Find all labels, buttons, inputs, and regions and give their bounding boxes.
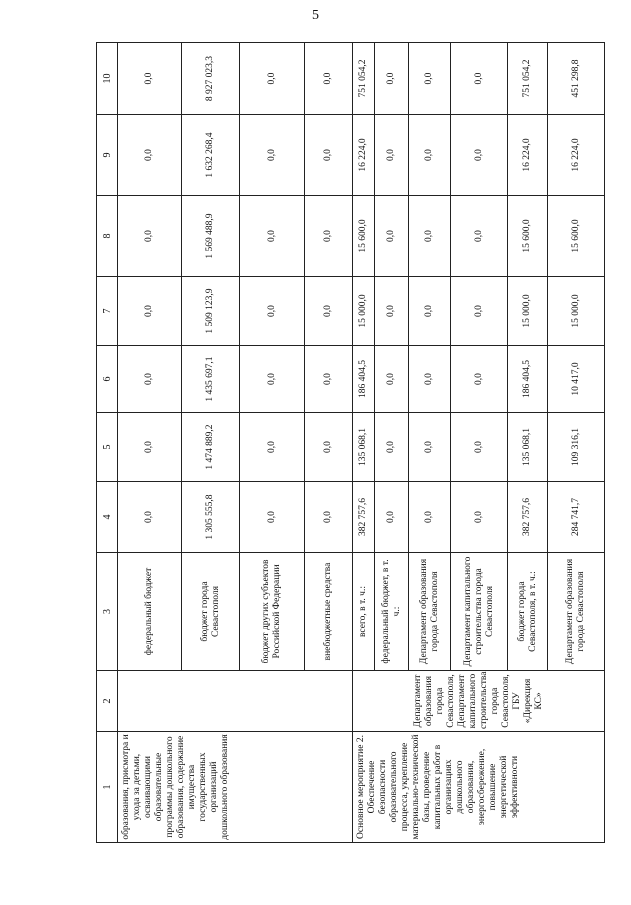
value-cell: 0,0 bbox=[375, 43, 409, 115]
value-cell: 0,0 bbox=[305, 115, 353, 196]
value-cell: 0,0 bbox=[375, 277, 409, 346]
funding-source: Департамент образования города Севастополя bbox=[409, 553, 451, 671]
funding-source: всего, в т. ч.: bbox=[353, 553, 375, 671]
value-cell: 0,0 bbox=[305, 413, 353, 482]
value-cell: 0,0 bbox=[451, 43, 508, 115]
value-cell: 8 927 023,3 bbox=[182, 43, 240, 115]
value-cell: 0,0 bbox=[240, 115, 305, 196]
column-header: 8 bbox=[97, 196, 118, 277]
column-number-row bbox=[97, 43, 118, 843]
value-cell: 0,0 bbox=[118, 196, 182, 277]
table-row bbox=[118, 43, 182, 843]
value-cell: 0,0 bbox=[409, 482, 451, 553]
value-cell: 0,0 bbox=[375, 346, 409, 413]
value-cell: 15 000,0 bbox=[508, 277, 548, 346]
value-cell: 0,0 bbox=[118, 43, 182, 115]
funding-source: внебюджетные средства bbox=[305, 553, 353, 671]
value-cell: 0,0 bbox=[118, 277, 182, 346]
funding-source: федеральный бюджет bbox=[118, 553, 182, 671]
value-cell: 0,0 bbox=[375, 196, 409, 277]
column-header: 5 bbox=[97, 413, 118, 482]
value-cell: 382 757,6 bbox=[508, 482, 548, 553]
value-cell: 0,0 bbox=[409, 346, 451, 413]
value-cell: 135 068,1 bbox=[508, 413, 548, 482]
funding-source: бюджет других субъектов Российской Федерации bbox=[240, 553, 305, 671]
value-cell: 0,0 bbox=[451, 413, 508, 482]
value-cell: 10 417,0 bbox=[548, 346, 605, 413]
value-cell: 0,0 bbox=[240, 346, 305, 413]
activity-description: образования, присмотра и ухода за детьми, осваивающими образовательные программы дошкольного образования, содержание имущества государственных организаций дошкольного образования bbox=[118, 732, 353, 843]
column-header: 9 bbox=[97, 115, 118, 196]
column-header: 2 bbox=[97, 671, 118, 732]
value-cell: 0,0 bbox=[451, 277, 508, 346]
column-header: 7 bbox=[97, 277, 118, 346]
value-cell: 186 404,5 bbox=[353, 346, 375, 413]
value-cell: 0,0 bbox=[451, 482, 508, 553]
value-cell: 15 600,0 bbox=[508, 196, 548, 277]
value-cell: 16 224,0 bbox=[548, 115, 605, 196]
column-header: 4 bbox=[97, 482, 118, 553]
value-cell: 0,0 bbox=[305, 346, 353, 413]
value-cell: 0,0 bbox=[240, 413, 305, 482]
value-cell: 0,0 bbox=[240, 43, 305, 115]
value-cell: 15 000,0 bbox=[548, 277, 605, 346]
value-cell: 0,0 bbox=[409, 413, 451, 482]
column-header: 10 bbox=[97, 43, 118, 115]
budget-table bbox=[96, 42, 605, 843]
column-header: 6 bbox=[97, 346, 118, 413]
value-cell: 0,0 bbox=[305, 482, 353, 553]
value-cell: 1 305 555,8 bbox=[182, 482, 240, 553]
value-cell: 1 509 123,9 bbox=[182, 277, 240, 346]
value-cell: 751 054,2 bbox=[353, 43, 375, 115]
value-cell: 0,0 bbox=[118, 346, 182, 413]
funding-source: Департамент капитального строительства города Севастополя bbox=[451, 553, 508, 671]
value-cell: 0,0 bbox=[451, 115, 508, 196]
value-cell: 382 757,6 bbox=[353, 482, 375, 553]
value-cell: 15 000,0 bbox=[353, 277, 375, 346]
value-cell: 1 435 697,1 bbox=[182, 346, 240, 413]
funding-source: федеральный бюджет, в т. ч.: bbox=[375, 553, 409, 671]
value-cell: 0,0 bbox=[451, 346, 508, 413]
value-cell: 0,0 bbox=[409, 277, 451, 346]
value-cell: 16 224,0 bbox=[508, 115, 548, 196]
value-cell: 15 600,0 bbox=[353, 196, 375, 277]
column-header: 1 bbox=[97, 732, 118, 843]
value-cell: 0,0 bbox=[375, 413, 409, 482]
value-cell: 0,0 bbox=[118, 115, 182, 196]
executor-cell bbox=[118, 671, 353, 732]
activity-description: Основное мероприятие 2. Обеспечение безопасности образовательного процесса, укрепление материально-технической базы, проведение капитальных работ в организациях дошкольного образования, энергосбережение, повышение энергетической эффективности bbox=[353, 732, 605, 843]
rotated-table-container bbox=[96, 43, 586, 843]
funding-source: бюджет города Севастополя, в т. ч.: bbox=[508, 553, 548, 671]
value-cell: 0,0 bbox=[240, 482, 305, 553]
executor-cell: Департамент образования города Севастополя, Департамент капитального строительства города Севастополя, ГБУ «Дирекция КС» bbox=[353, 671, 605, 732]
value-cell: 1 632 268,4 bbox=[182, 115, 240, 196]
value-cell: 16 224,0 bbox=[353, 115, 375, 196]
value-cell: 0,0 bbox=[375, 115, 409, 196]
value-cell: 15 600,0 bbox=[548, 196, 605, 277]
value-cell: 451 298,8 bbox=[548, 43, 605, 115]
value-cell: 284 741,7 bbox=[548, 482, 605, 553]
value-cell: 1 569 488,9 bbox=[182, 196, 240, 277]
table-row bbox=[353, 43, 375, 843]
value-cell: 186 404,5 bbox=[508, 346, 548, 413]
value-cell: 0,0 bbox=[409, 115, 451, 196]
value-cell: 0,0 bbox=[305, 277, 353, 346]
value-cell: 0,0 bbox=[375, 482, 409, 553]
value-cell: 1 474 889,2 bbox=[182, 413, 240, 482]
value-cell: 0,0 bbox=[118, 482, 182, 553]
page-number: 5 bbox=[312, 8, 319, 23]
value-cell: 109 316,1 bbox=[548, 413, 605, 482]
value-cell: 0,0 bbox=[118, 413, 182, 482]
value-cell: 0,0 bbox=[305, 43, 353, 115]
funding-source: Департамент образования города Севастополя bbox=[548, 553, 605, 671]
value-cell: 751 054,2 bbox=[508, 43, 548, 115]
value-cell: 0,0 bbox=[409, 43, 451, 115]
value-cell: 0,0 bbox=[451, 196, 508, 277]
value-cell: 0,0 bbox=[409, 196, 451, 277]
value-cell: 135 068,1 bbox=[353, 413, 375, 482]
value-cell: 0,0 bbox=[240, 277, 305, 346]
value-cell: 0,0 bbox=[305, 196, 353, 277]
funding-source: бюджет города Севастополя bbox=[182, 553, 240, 671]
column-header: 3 bbox=[97, 553, 118, 671]
value-cell: 0,0 bbox=[240, 196, 305, 277]
